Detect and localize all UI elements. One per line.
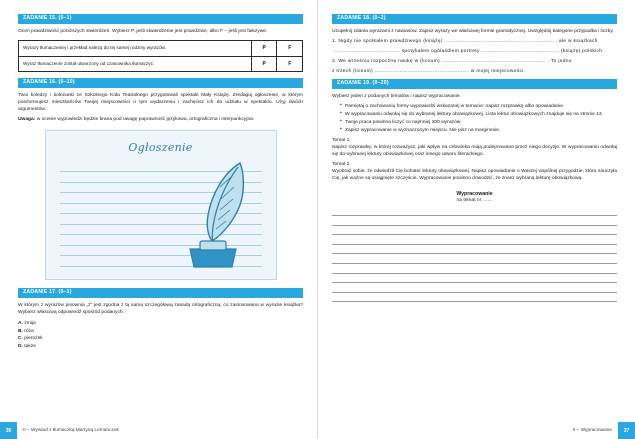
task-19-intro: Wybierz jeden z podanych tematów i napisz wypracowanie.	[332, 93, 461, 99]
task-16-note-text: w ocenie wypowiedzi będzie brana pod uwagę poprawność językowa, ortograficzna i interpunkcyjna.	[36, 117, 255, 123]
option-d-text: także	[24, 344, 36, 350]
option-b-letter: B.	[18, 328, 23, 334]
writing-line[interactable]	[332, 207, 617, 217]
footer-text-left: II – Wywiad z tłumaczką Martyną Lemańczuk	[23, 428, 119, 433]
writing-line[interactable]	[332, 235, 617, 245]
quill-pen-and-inkwell-icon	[186, 157, 260, 269]
essay-topic-number-field[interactable]: na temat nr ……	[456, 197, 493, 203]
topic-1-text: Napisz rozprawkę, w której rozważysz, jaki wpływ na człowieka mają podejmowane przez niego decyzje. W wypracowaniu odwołaj się do wybranej lektury obowiązkowej oraz innego utworu literackiego.	[332, 145, 617, 158]
option-a[interactable]	[18, 320, 303, 328]
task-18-item-1[interactable]: 1. Nigdy nie spotkałem prawdziwego (książę) .................................................................. , ale w książkach	[332, 39, 598, 45]
task-18-item-2-cont[interactable]: z trzech (liceum) ......................................................... w mojej miejscowości.	[332, 69, 526, 75]
announcement-title: Ogłoszenie	[128, 140, 193, 154]
left-page	[0, 0, 317, 439]
task-15-instruction: Oceń prawdziwość poniższych stwierdzeń. Wybierz P, jeśli stwierdzenie jest prawdziwe, albo F – jeśli jest fałszywe.	[18, 28, 268, 34]
writing-line[interactable]	[332, 245, 617, 255]
footer-text-right: II – Wypracowanie	[572, 428, 612, 433]
writing-line[interactable]	[332, 283, 617, 293]
task-16-note	[18, 116, 303, 123]
page-number-left: 36	[0, 422, 17, 439]
task-18-item-2[interactable]: 2. We wrześniu rozpocznę naukę w (liceum) ............................................................... . To jedno	[332, 59, 572, 65]
list-item: • Twoja praca powinna liczyć co najmniej 200 wyrazów.	[340, 119, 617, 126]
option-c-letter: C.	[18, 336, 23, 342]
option-p-1[interactable]: P	[251, 41, 277, 57]
writing-line[interactable]	[332, 293, 617, 303]
table-row	[19, 56, 303, 72]
page-number-right: 37	[618, 422, 635, 439]
option-f-1[interactable]: F	[277, 41, 303, 57]
writing-line[interactable]	[332, 264, 617, 274]
essay-answer-heading: Wypracowanie	[456, 190, 493, 197]
right-page	[318, 0, 635, 439]
task-18-header: ZADANIE 18. (0–2)	[332, 14, 617, 24]
writing-line[interactable]	[332, 274, 617, 284]
option-c-text: pierożek	[24, 336, 43, 342]
task-18-item-1-cont[interactable]: ......................................... spotykałem ogólaśdiem portrety ............................................... (książę) polskich.	[332, 49, 604, 55]
option-b-text: róża	[24, 328, 34, 334]
essay-writing-area[interactable]	[332, 207, 617, 303]
task-19-bullet-list	[332, 103, 617, 134]
task-16-instruction: Twoi koledzy i koleżanki ze Szkolnego Koła Teatralnego przygotowali spektakl Mały Książę. Zredaguj ogłoszenie, w którym poinformujesz mieszkańców Twojej miejscowości o tym wydarzeniu i zachęcisz ich do udziału w spektaklu. Użyj dwóch argumentów.	[18, 93, 303, 113]
statement-2: Wyraz tłumaczenie został utworzony od czasownika tłumaczyć.	[19, 56, 252, 72]
task-15-truefalse-table	[18, 40, 303, 72]
table-row	[19, 41, 303, 57]
right-page-footer	[318, 422, 635, 439]
task-18-instruction: Uzupełnij zdania wyrazami z nawiasów. Zapisz wyrazy we właściwej formie gramatycznej. Uwzględnij kategorie przypadka i liczby.	[332, 28, 614, 34]
task-17-instruction: W którym z wyrazów pisownia „ż" jest zgodna z tą samą szczegółową zasadą ortograficzną, co zastosowana w wyrazie książka? Wybierz właściwą odpowiedź spośród podanych.	[18, 302, 303, 315]
announcement-card[interactable]	[45, 130, 277, 280]
statement-1: Wyrazy tłumaczeniej i przekład należą do tej samej rodziny wyrazów.	[19, 41, 252, 57]
option-a-text: żmija	[24, 320, 36, 326]
writing-line[interactable]	[332, 226, 617, 236]
task-17-options	[18, 320, 303, 351]
option-d-letter: D.	[18, 344, 23, 350]
option-f-2[interactable]: F	[277, 56, 303, 72]
writing-line[interactable]	[332, 254, 617, 264]
writing-line[interactable]	[332, 216, 617, 226]
task-17-header: ZADANIE 17. (0–1)	[18, 288, 303, 298]
option-a-letter: A.	[18, 320, 23, 326]
left-page-footer	[0, 422, 317, 439]
list-item: • Pamiętaj o zachowaniu formy wypowiedzi wskazanej w temacie: napisz rozprawkę albo opowiadanie.	[340, 103, 617, 110]
option-p-2[interactable]: P	[251, 56, 277, 72]
topic-2-label: Temat 2.	[332, 162, 351, 168]
topic-2-text: Wyobraź sobie, że odwiedził Cię bohater lektury obowiązkowej. Napisz opowiadanie o Waszej wspólnej przygodzie, która nauczyła Cię, jak ważne są osiągnięte szczęście. Wypracowanie powinno dowodzić, że znasz wybraną lekturę obowiązkową.	[332, 169, 617, 182]
list-item: • W wypracowaniu odwołaj się do wybranej lektury obowiązkowej. Lista lektur obowiązkowych znajduje się na stronie 13.	[340, 111, 617, 118]
task-19-header: ZADANIE 19. (0–20)	[332, 79, 617, 89]
option-d[interactable]	[18, 343, 303, 351]
option-b[interactable]	[18, 328, 303, 336]
task-16-note-label: Uwaga:	[18, 117, 36, 123]
announcement-card-wrapper	[18, 130, 303, 280]
option-c[interactable]	[18, 335, 303, 343]
list-item: • Zapisz wypracowanie w wyznaczonym miejscu. Nie pisz na marginesie.	[340, 127, 617, 134]
task-15-header: ZADANIE 15. (0–1)	[18, 14, 303, 24]
task-16-header: ZADANIE 16. (0–10)	[18, 78, 303, 88]
topic-1-label: Temat 1.	[332, 138, 351, 144]
